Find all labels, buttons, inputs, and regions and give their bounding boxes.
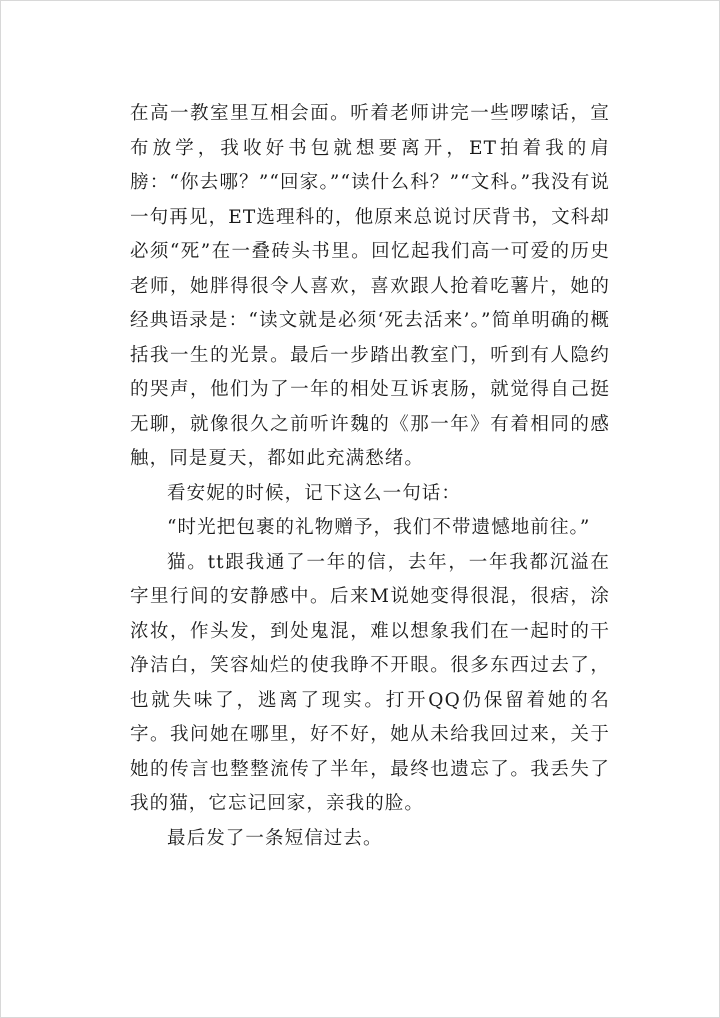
paragraph-1: 在高一教室里互相会面。听着老师讲完一些啰嗦话，宣布放学，我收好书包就想要离开，ET拍着我的肩膀：“你去哪？”“回家。”“读什么科？”“文科。”我没有说一句再见，ET选理科的，他原来总说讨厌背书，文科却必须“死”在一叠砖头书里。回忆起我们高一可爱的历史老师，她胖得很令人喜欢，喜欢跟人抢着吃薯片，她的经典语录是：“读文就是必须‘死去活来’。”简单明确的概括我一生的光景。最后一步踏出教室门，听到有人隐约的哭声，他们为了一年的相处互诉衷肠，就觉得自己挺无聊，就像很久之前听许魏的《那一年》有着相同的感触，同是夏天，都如此充满愁绪。: [130, 103, 610, 469]
document-body: [130, 97, 610, 856]
paragraph-2: 看安妮的时候，记下这么一句话：: [167, 482, 462, 504]
paragraph-3-quote: “时光把包裹的礼物赠予，我们不带遗憾地前往。”: [167, 517, 591, 538]
paragraph-5: 最后发了一条短信过去。: [167, 827, 383, 849]
paragraph-4: 猫。tt跟我通了一年的信，去年，一年我都沉溢在字里行间的安静感中。后来M说她变得很混，很痞，涂浓妆，作头发，到处鬼混，难以想象我们在一起时的干净洁白，笑容灿烂的使我睁不开眼。很多东西过去了，也就失味了，逃离了现实。打开QQ仍保留着她的名字。我问她在哪里，好不好，她从未给我回过来，关于她的传言也整整流传了半年，最终也遗忘了。我丢失了我的猫，它忘记回家，亲我的脸。: [130, 551, 610, 814]
